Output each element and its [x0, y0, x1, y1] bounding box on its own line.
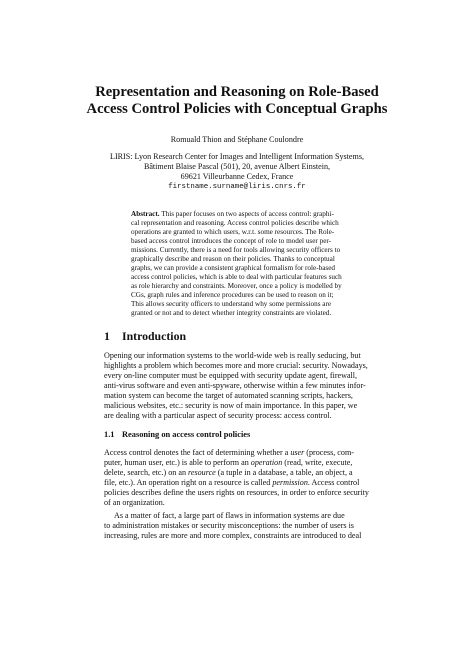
emphasis-operation: operation	[250, 458, 283, 467]
body-line: Access control denotes the fact of determining whether a user (process, com-	[104, 448, 354, 457]
affiliation-line-2: Bâtiment Blaise Pascal (501), 20, avenue Albert Einstein,	[143, 162, 331, 171]
abstract-line: as role hierarchy and constraints. Moreover, once a policy is modelled by	[131, 282, 342, 290]
abstract-line: graphs, we can provide a consistent graphical formalism for role-based	[131, 264, 335, 272]
body-line: puter, human user, etc.) is able to perform an operation (read, write, execute,	[104, 458, 353, 467]
abstract-line: missions. Currently, there is a need for tools allowing security officers to	[131, 246, 341, 254]
body-line: As a matter of fact, a large part of flaws in information systems are due	[114, 511, 345, 520]
abstract-line: granted or not and to detect whether integrity constraints are violated.	[131, 309, 332, 317]
body-line: increasing, rules are more and more complex, constraints are introduced to deal	[104, 531, 362, 540]
abstract-line: operations are granted to which users, w.r.t. some resources. The Role-	[131, 228, 335, 236]
body-line: to administration mistakes or security misconceptions: the number of users is	[104, 521, 354, 530]
authors: Romuald Thion and Stéphane Coulondre	[170, 135, 304, 144]
body-line: malicious websites, etc.: security is now of main importance. In this paper, we	[104, 401, 358, 410]
affiliation-line-3: 69621 Villeurbanne Cedex, France	[180, 172, 294, 181]
section-title: Introduction	[122, 329, 187, 343]
body-line: highlights a problem which becomes more and more crucial: security. Nowadays,	[104, 361, 368, 370]
section-heading-introduction	[104, 329, 186, 343]
body-line: are dealing with a particular aspect of security process: access control.	[104, 411, 332, 420]
paper-title-line-1: Representation and Reasoning on Role-Based	[95, 84, 379, 100]
author-email: firstname.surname@liris.cnrs.fr	[168, 183, 306, 191]
paper-title-line-2: Access Control Policies with Conceptual Graphs	[86, 101, 388, 117]
body-line: policies describes define the users rights on resources, in order to enforce security	[104, 488, 369, 497]
body-line: anti-virus software and even anti-spyware, otherwise within a few minutes infor-	[104, 381, 366, 390]
abstract-line: CGs, graph rules and inference procedures can be used to reason on it;	[131, 291, 334, 299]
body-line: delete, search, etc.) on an resource (a tuple in a database, a table, an object, a	[104, 468, 353, 477]
body-line: mation system can become the target of automated scanning scripts, hackers,	[104, 391, 353, 400]
section-number: 1	[104, 329, 110, 343]
body-line: Opening our information systems to the world-wide web is really seducing, but	[104, 351, 361, 360]
body-line: every on-line computer must be equipped with security update agent, firewall,	[104, 371, 358, 380]
abstract-label: Abstract.	[131, 210, 160, 218]
subsection-heading-reasoning	[104, 430, 250, 440]
abstract-line: access control policies, which is able to deal with particular features such	[131, 273, 342, 281]
subsection-title: Reasoning on access control policies	[122, 430, 251, 439]
body-line: file, etc.). An operation right on a resource is called permission. Access control	[104, 478, 360, 487]
body-line: of an organization.	[104, 498, 165, 507]
abstract-text: This paper focuses on two aspects of access control: graphi-	[161, 210, 334, 218]
abstract-line	[131, 210, 343, 219]
emphasis-user: user	[290, 448, 305, 457]
abstract-line: This allows security officers to understand why some permissions are	[131, 300, 332, 308]
affiliation-line-1: LIRIS: Lyon Research Center for Images and Intelligent Information Systems,	[110, 152, 364, 161]
subsection-number: 1.1	[104, 430, 115, 439]
emphasis-resource: resource	[188, 468, 216, 477]
abstract-line: based access control introduces the concept of role to model user per-	[131, 237, 332, 245]
abstract-line: cal representation and reasoning. Access control policies describe which	[131, 219, 339, 227]
abstract-line: graphically describe and reason on their policies. Thanks to conceptual	[131, 255, 335, 263]
emphasis-permission: permission	[272, 478, 308, 487]
